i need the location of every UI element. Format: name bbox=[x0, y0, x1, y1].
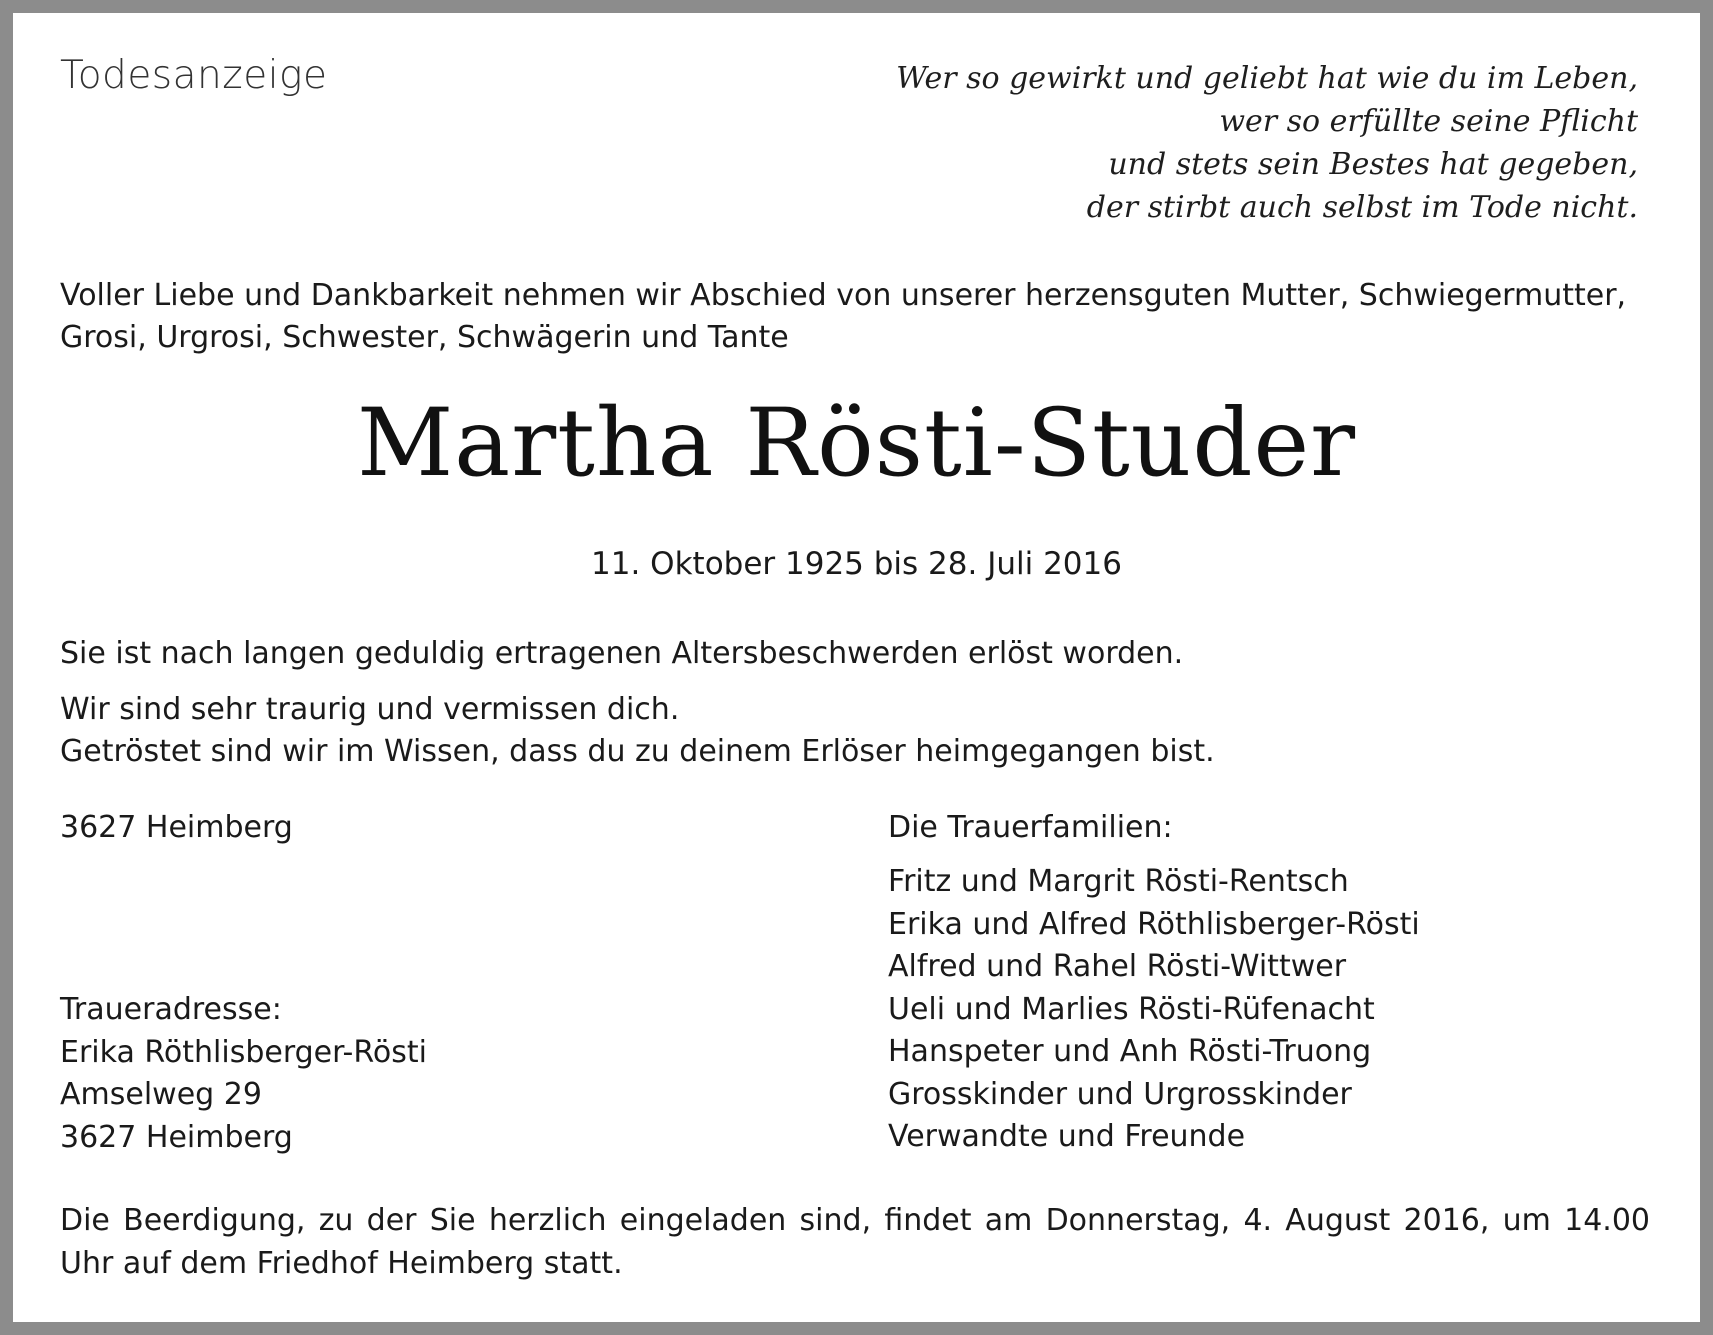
funeral-info: Die Beerdigung, zu der Sie herzlich eingeladen sind, findet am Donnerstag, 4. August 2016, um 14.00 Uhr auf dem Friedhof Heimberg statt. bbox=[60, 1203, 1650, 1281]
mourning-address bbox=[60, 989, 427, 1159]
intro-text: Voller Liebe und Dankbarkeit nehmen wir Abschied von unserer herzensguten Mutter, Schwiegermutter, Grosi, Urgrosi, Schwester, Schwägerin und Tante bbox=[60, 278, 1627, 355]
address-label: Traueradresse: bbox=[60, 992, 282, 1027]
poem-line: der stirbt auch selbst im Tode nicht. bbox=[1086, 190, 1638, 225]
family-member: Verwandte und Freunde bbox=[888, 1119, 1246, 1154]
notice-type-label: Todesanzeige bbox=[60, 53, 328, 98]
place: 3627 Heimberg bbox=[60, 810, 293, 845]
address-street: Amselweg 29 bbox=[60, 1077, 262, 1112]
family-member: Grosskinder und Urgrosskinder bbox=[888, 1076, 1352, 1112]
family-member: Hanspeter und Anh Rösti-Truong bbox=[888, 1034, 1372, 1069]
poem-line: und stets sein Bestes hat gegeben, bbox=[1108, 147, 1638, 182]
poem bbox=[896, 57, 1638, 229]
message-line-2: Wir sind sehr traurig und vermissen dich. bbox=[60, 692, 680, 727]
death-notice bbox=[13, 13, 1700, 1322]
message-line-3: Getröstet sind wir im Wissen, dass du zu deinem Erlöser heimgegangen bist. bbox=[60, 734, 1215, 769]
message-block bbox=[60, 689, 1215, 773]
families-title: Die Trauerfamilien: bbox=[888, 810, 1173, 845]
address-name: Erika Röthlisberger-Rösti bbox=[60, 1034, 427, 1070]
family-member: Ueli und Marlies Rösti-Rüfenacht bbox=[888, 991, 1375, 1027]
poem-line: wer so erfüllte seine Pflicht bbox=[1219, 104, 1638, 139]
address-city: 3627 Heimberg bbox=[60, 1119, 293, 1155]
family-member: Fritz und Margrit Rösti-Rentsch bbox=[888, 864, 1349, 899]
life-dates: 11. Oktober 1925 bis 28. Juli 2016 bbox=[591, 546, 1122, 582]
poem-line: Wer so gewirkt und geliebt hat wie du im Leben, bbox=[896, 61, 1638, 96]
family-member: Alfred und Rahel Rösti-Wittwer bbox=[888, 949, 1347, 984]
families-list bbox=[888, 861, 1420, 1159]
message-line-1: Sie ist nach langen geduldig ertragenen Altersbeschwerden erlöst worden. bbox=[60, 636, 1184, 671]
deceased-name: Martha Rösti-Studer bbox=[356, 389, 1357, 498]
family-member: Erika und Alfred Röthlisberger-Rösti bbox=[888, 906, 1420, 942]
